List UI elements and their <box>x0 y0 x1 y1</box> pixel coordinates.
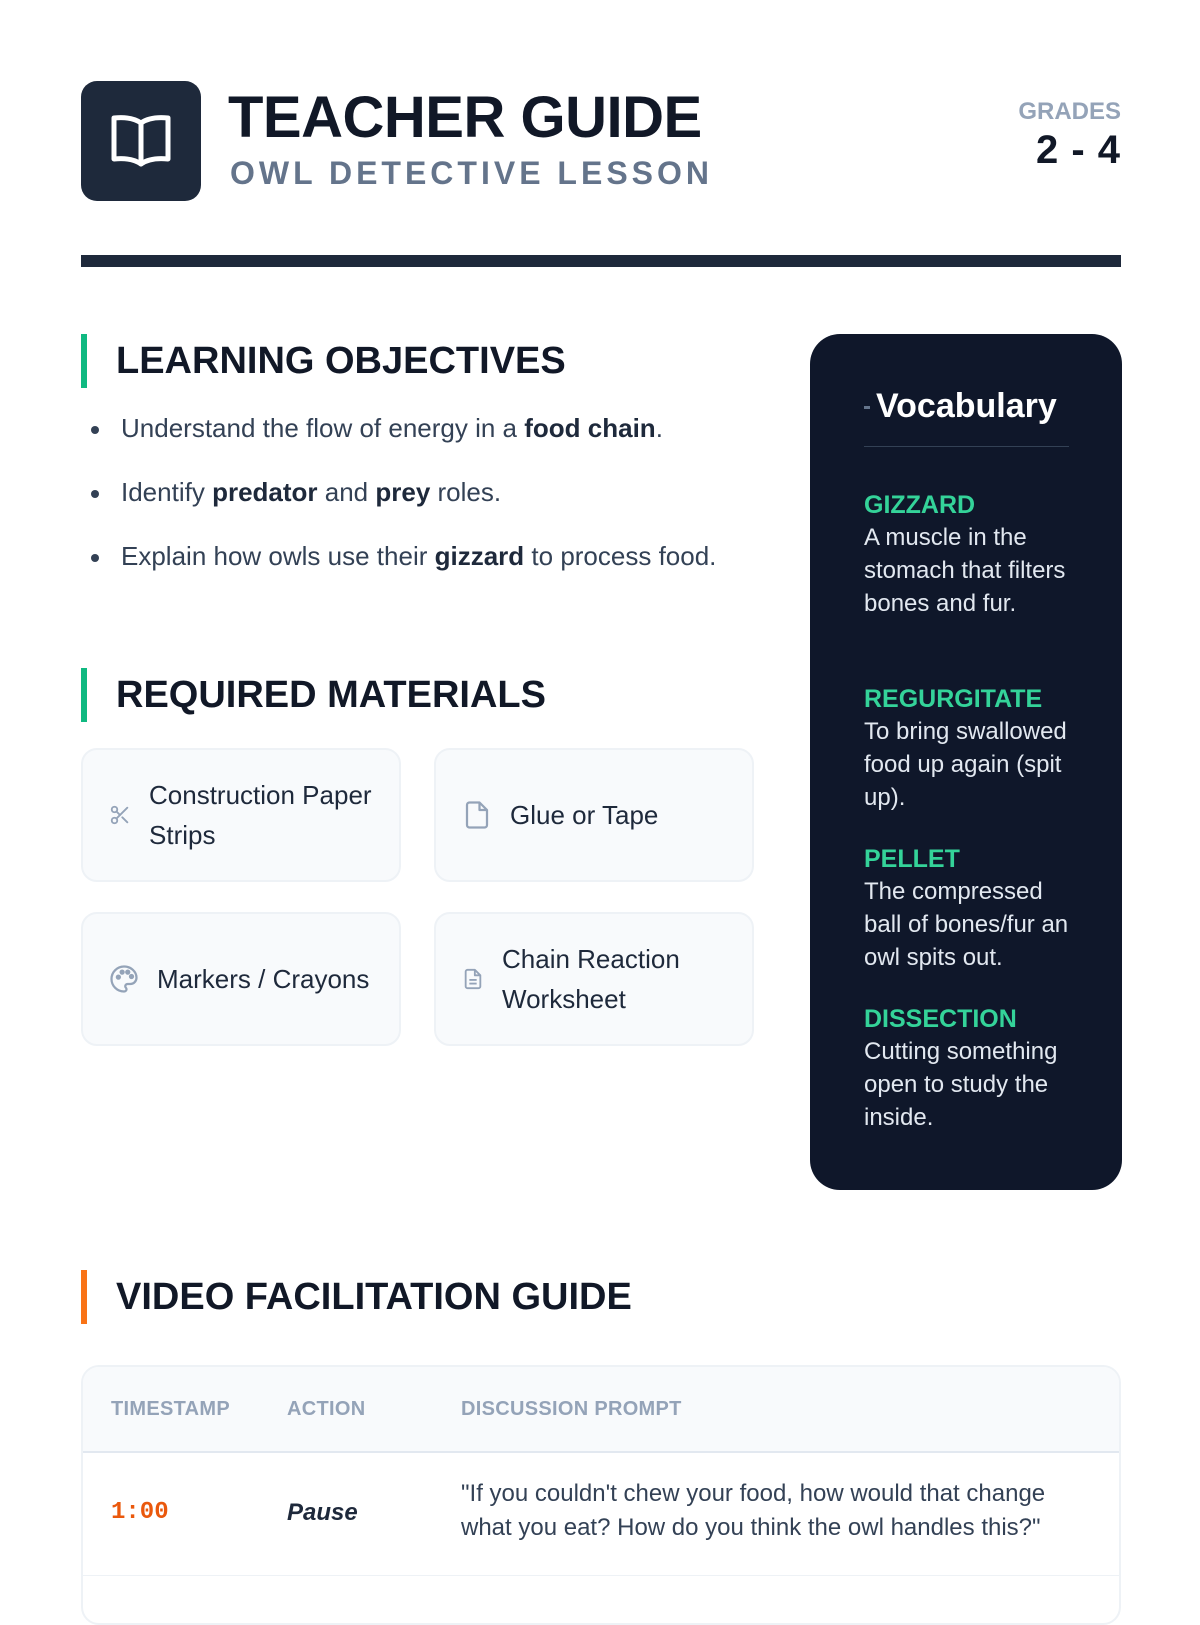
materials-heading: REQUIRED MATERIALS <box>81 668 546 722</box>
grades-label: GRADES <box>1018 98 1121 125</box>
material-label: Construction Paper Strips <box>149 780 372 850</box>
document-icon <box>462 967 484 991</box>
vocab-term: PELLET <box>864 845 960 873</box>
vocab-definition: A muscle in the stomach that filters bones and fur. <box>864 524 1066 617</box>
facilitation-table <box>81 1365 1121 1625</box>
vocabulary-header <box>864 386 1069 447</box>
vocab-term: DISSECTION <box>864 1005 1017 1033</box>
material-card <box>81 912 401 1046</box>
page-header <box>81 81 1121 201</box>
scissors-icon <box>109 804 131 826</box>
vocab-definition: The compressed ball of bones/fur an owl spits out. <box>864 878 1069 971</box>
vocab-item <box>864 683 1079 814</box>
document-subtitle: OWL DETECTIVE LESSON <box>230 155 713 191</box>
material-card <box>434 912 754 1046</box>
material-label: Markers / Crayons <box>157 964 370 994</box>
material-card <box>434 748 754 882</box>
material-label: Glue or Tape <box>510 800 659 830</box>
book-logo <box>81 81 201 201</box>
document-title: TEACHER GUIDE <box>228 85 702 150</box>
timestamp-cell: 1:00 <box>111 1499 169 1526</box>
column-header-timestamp: TIMESTAMP <box>111 1398 230 1420</box>
material-card <box>81 748 401 882</box>
vocab-term: REGURGITATE <box>864 685 1043 713</box>
table-row <box>83 1453 1119 1576</box>
vocabulary-title: Vocabulary <box>876 387 1057 425</box>
objectives-list <box>86 412 746 604</box>
book-icon <box>110 113 172 169</box>
video-guide-heading: VIDEO FACILITATION GUIDE <box>81 1270 632 1324</box>
table-header <box>83 1367 1119 1453</box>
material-label: Chain Reaction Worksheet <box>502 944 680 1014</box>
objective-item: Identify predator and prey roles. <box>86 476 746 509</box>
file-icon <box>462 800 492 830</box>
objective-item: Understand the flow of energy in a food chain. <box>86 412 746 445</box>
column-header-prompt: DISCUSSION PROMPT <box>461 1398 682 1420</box>
column-header-action: ACTION <box>287 1398 366 1420</box>
palette-icon <box>109 964 139 994</box>
vocab-term: GIZZARD <box>864 491 976 519</box>
vocabulary-panel <box>810 334 1122 1190</box>
objective-item: Explain how owls use their gizzard to process food. <box>86 540 746 573</box>
vocab-definition: To bring swallowed food up again (spit up). <box>864 718 1067 811</box>
prompt-cell: "If you couldn't chew your food, how would that change what you eat? How do you think the owl handles this?" <box>461 1480 1046 1541</box>
vocab-item <box>864 1003 1079 1134</box>
objectives-heading: LEARNING OBJECTIVES <box>81 334 566 388</box>
action-cell: Pause <box>287 1499 358 1526</box>
vocab-definition: Cutting something open to study the inside. <box>864 1038 1058 1131</box>
header-divider <box>81 255 1121 267</box>
vocab-item <box>864 489 1079 620</box>
bookmark-icon <box>864 406 870 409</box>
vocab-item <box>864 843 1079 974</box>
grades-value: 2 - 4 <box>1035 128 1121 172</box>
